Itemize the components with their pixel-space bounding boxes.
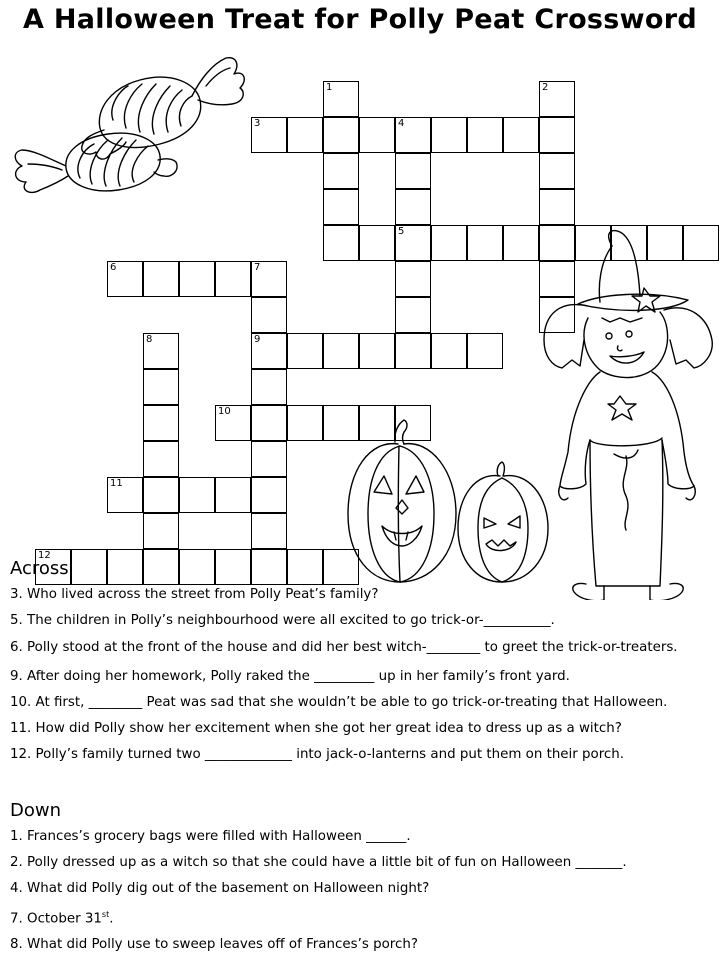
page-title: A Halloween Treat for Polly Peat Crossword <box>22 4 697 35</box>
across-heading: Across <box>10 558 69 579</box>
clue-number: 1 <box>326 82 333 93</box>
clue-number: 5 <box>398 226 405 237</box>
clue-number: 3 <box>254 118 261 129</box>
clue-across-5: 5. The children in Polly’s neighbourhood were all excited to go trick-or-__________. <box>10 613 555 628</box>
clue-down-7-text: 7. October 31 <box>10 911 102 927</box>
clue-across-9: 9. After doing her homework, Polly raked the _________ up in her family’s front yard. <box>10 669 570 684</box>
clue-number: 8 <box>146 334 153 345</box>
candy-icon <box>15 133 177 192</box>
pumpkin-icon <box>348 420 456 582</box>
down-clues <box>10 824 715 958</box>
clue-down-1: 1. Frances’s grocery bags were filled with Halloween ______. <box>10 829 411 844</box>
witch-girl-illustration <box>544 231 712 600</box>
clue-down-8: 8. What did Polly use to sweep leaves off of Frances’s porch? <box>10 937 418 953</box>
clue-number: 6 <box>110 262 117 273</box>
clue-number: 4 <box>398 118 405 129</box>
clue-number: 7 <box>254 262 261 273</box>
clue-down-7-end: . <box>109 911 114 927</box>
clue-down-7-sup: st <box>101 910 110 919</box>
down-heading: Down <box>10 800 62 821</box>
candy-icon <box>82 58 245 159</box>
clue-number: 12 <box>38 550 51 561</box>
clue-down-4: 4. What did Polly dig out of the basement on Halloween night? <box>10 881 430 896</box>
clue-down-2: 2. Polly dressed up as a witch so that she could have a little bit of fun on Halloween _______. <box>10 855 627 870</box>
clue-across-11: 11. How did Polly show her excitement when she got her great idea to dress up as a witch? <box>10 721 622 736</box>
clue-across-6: 6. Polly stood at the front of the house and did her best witch-________ to greet the trick-or-treaters. <box>10 640 678 655</box>
clue-number: 11 <box>110 478 123 489</box>
clue-across-12: 12. Polly’s family turned two _____________ into jack-o-lanterns and put them on their porch. <box>10 747 625 762</box>
clue-across-3: 3. Who lived across the street from Polly Peat’s family? <box>10 587 379 602</box>
clue-number: 2 <box>542 82 549 93</box>
across-clues <box>10 582 715 768</box>
clue-across-10: 10. At first, ________ Peat was sad that she wouldn’t be able to go trick-or-treating that Halloween. <box>10 695 668 710</box>
clue-number: 10 <box>218 406 231 417</box>
pumpkin-icon <box>458 462 548 582</box>
clue-number: 9 <box>254 334 261 345</box>
clue-down-7 <box>10 902 715 932</box>
